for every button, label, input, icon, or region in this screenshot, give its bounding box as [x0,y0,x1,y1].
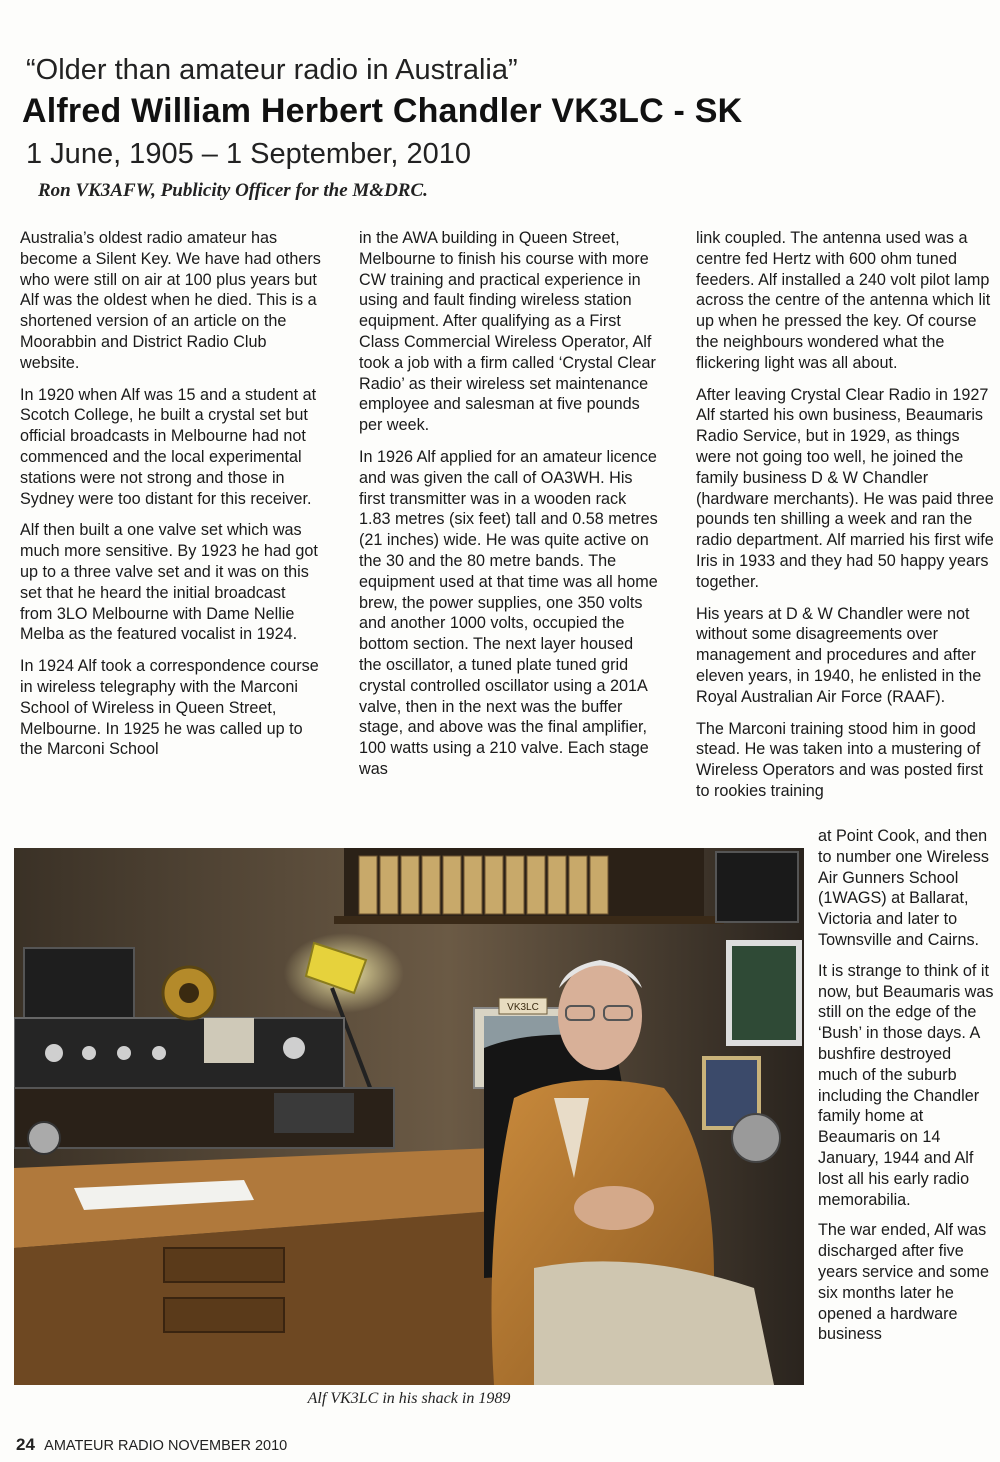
paragraph: Australia’s oldest radio amateur has become a Silent Key. We have had others who were still on air at 100 plus years but Alf was the oldest when he died. This is a shortened version of an article on the Moorabbin and District Radio Club website. [20,229,321,372]
text-column-2 [359,228,659,791]
article-kicker: “Older than amateur radio in Australia” [26,54,518,86]
paragraph: After leaving Crystal Clear Radio in 1927 Alf started his own business, Beaumaris Radio Service, but in 1929, as things were not going too well, he joined the family business D & W Chandler (hardware merchants). He was paid three pounds ten shilling a week and ran the radio department. Alf married his first wife Iris in 1933 and they had 50 happy years together. [696,385,994,591]
text-column-3-wrap [818,826,994,1355]
paragraph: in the AWA building in Queen Street, Melbourne to finish his course with more CW training and practical experience in using and fault finding wireless station equipment. After qualifying as a First Class Commercial Wireless Operator, Alf took a job with a firm called ‘Crystal Clear Radio’ as their wireless set maintenance employee and salesman at five pounds per week. [359,229,656,435]
publication-name: AMATEUR RADIO NOVEMBER 2010 [44,1438,288,1454]
article-byline: Ron VK3AFW, Publicity Officer for the M&DRC. [38,180,428,201]
paragraph: His years at D & W Chandler were not without some disagreements over management and procedures and after eleven years, in 1940, he enlisted in the Royal Australian Air Force (RAAF). [696,604,982,706]
text-column-1 [20,228,322,771]
article-dates: 1 June, 1905 – 1 September, 2010 [26,138,472,170]
text-column-3 [696,228,994,813]
paragraph: In 1920 when Alf was 15 and a student at Scotch College, he built a crystal set but official broadcasts in Melbourne had not commenced and the local experimental stations were not strong and those in Sydney were too distant for this receiver. [20,385,317,508]
photo-caption: Alf VK3LC in his shack in 1989 [307,1390,511,1407]
article-title: Alfred William Herbert Chandler VK3LC - SK [22,92,743,130]
page-number: 24 [16,1435,35,1454]
paragraph: Alf then built a one valve set which was much more sensitive. By 1923 he had got up to a three valve set and it was on this set that he heard the initial broadcast from 3LO Melbourne with Dame Nellie Melba as the featured vocalist in 1924. [20,521,318,644]
paragraph: The Marconi training stood him in good stead. He was taken into a mustering of Wireless Operators and was posted first to rookies training [696,719,983,800]
paragraph: In 1924 Alf took a correspondence course in wireless telegraphy with the Marconi School of Wireless in Queen Street, Melbourne. In 1925 he was called up to the Marconi School [20,657,319,759]
page-footer [16,1435,287,1455]
paragraph: It is strange to think of it now, but Beaumaris was still on the edge of the ‘Bush’ in those days. A bushfire destroyed much of the suburb including the Chandler family home at Beaumaris on 14 January, 1944 and Alf lost all his early radio memorabilia. [818,961,994,1209]
paragraph: In 1926 Alf applied for an amateur licence and was given the call of OA3WH. His first transmitter was in a wooden rack 1.83 metres (six feet) tall and 0.58 metres (21 inches) wide. He was quite active on the 30 and the 80 metre bands. The equipment used at that time was all home brew, the power supplies, one 350 volts and another 1000 volts, occupied the bottom section. The next layer housed the oscillator, a tuned plate tuned grid crystal controlled oscillator using a 201A valve, then in the next was the buffer stage, and above was the final amplifier, 100 watts using a 210 valve. Each stage was [359,447,658,778]
paragraph: at Point Cook, and then to number one Wireless Air Gunners School (1WAGS) at Ballarat, Victoria and later to Townsville and Cairns. [818,827,989,949]
paragraph: The war ended, Alf was discharged after five years service and some six months later he opened a hardware business [818,1221,989,1344]
shack-photo [14,848,804,1385]
shack-photo-illustration [14,848,804,1385]
paragraph: link coupled. The antenna used was a centre fed Hertz with 600 ohm tuned feeders. Alf installed a 240 volt pilot lamp across the centre of the antenna which lit up when he pressed the key. Of course the neighbours wondered what the flickering light was all about. [696,229,991,372]
callsign-plaque: VK3LC [507,1002,539,1013]
